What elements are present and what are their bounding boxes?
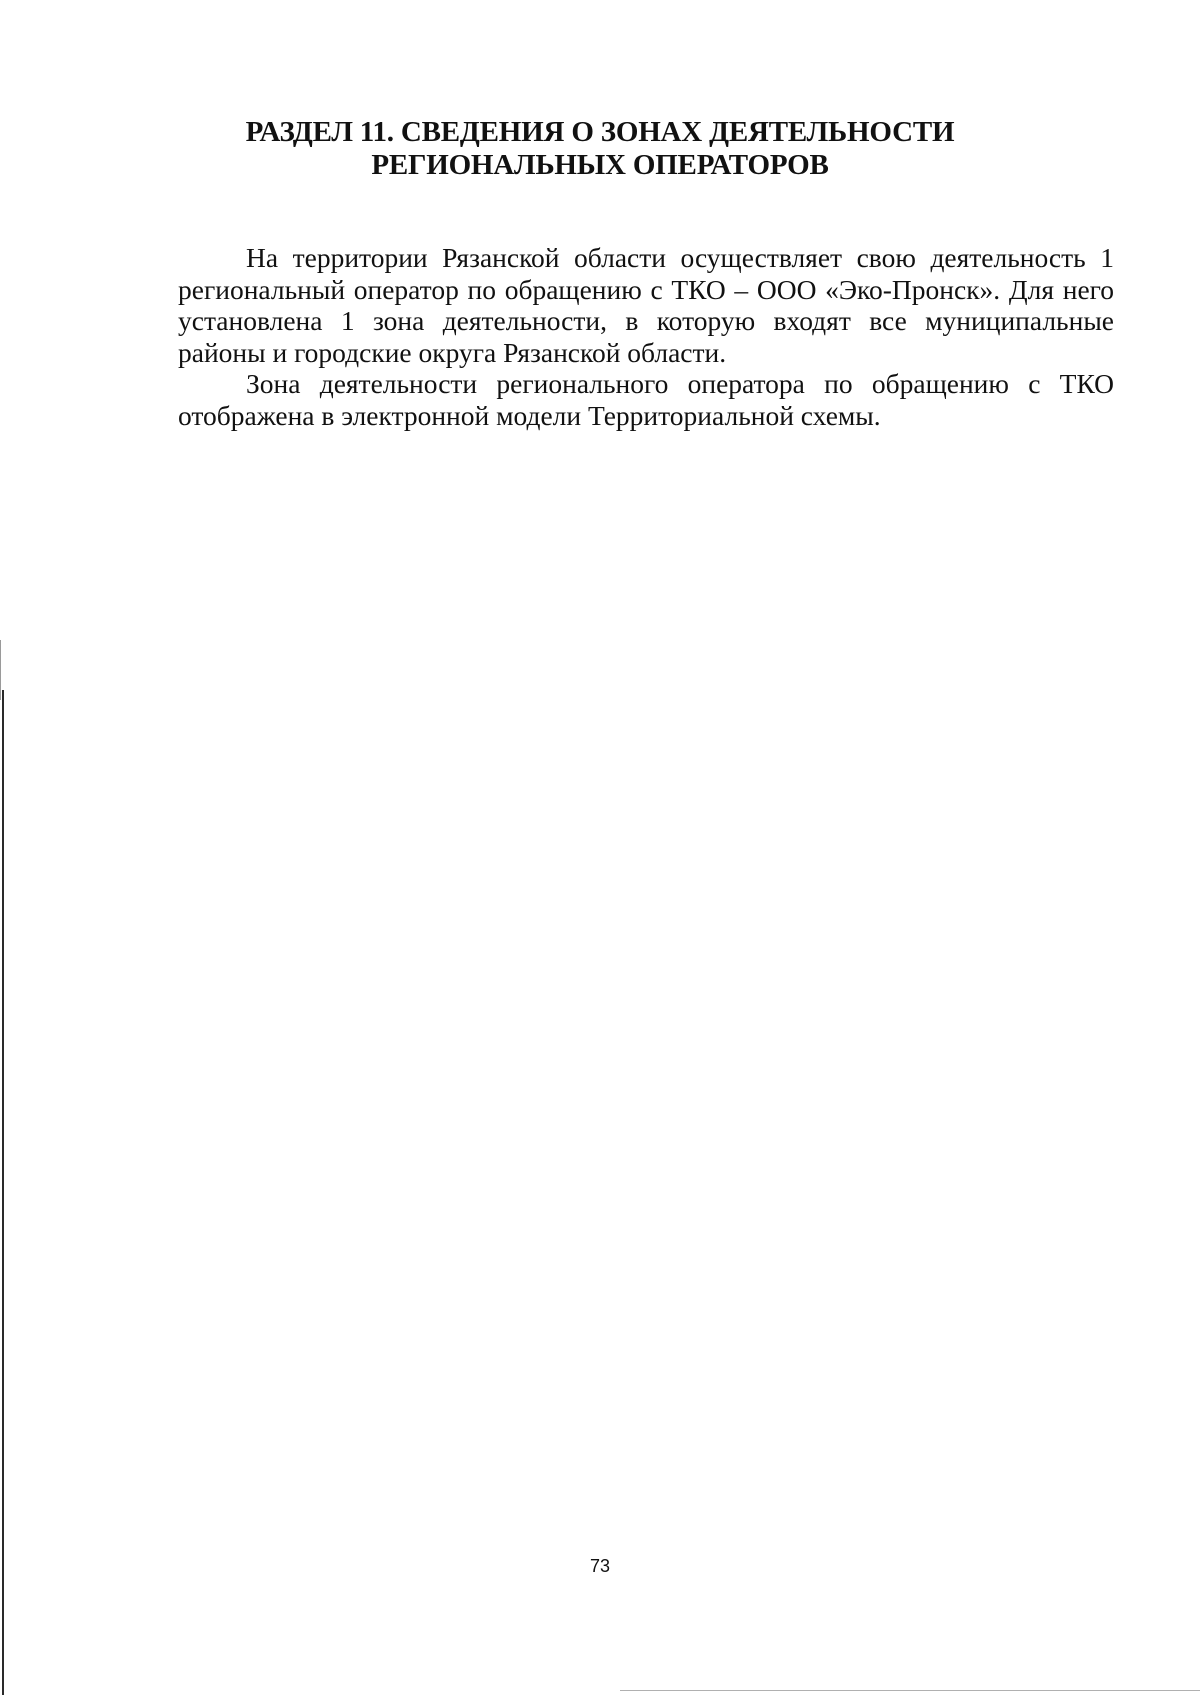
section-heading-line-2: РЕГИОНАЛЬНЫХ ОПЕРАТОРОВ [371, 149, 829, 181]
page-number: 73 [589, 1556, 611, 1576]
body-text [178, 242, 1114, 432]
scan-edge-left [2, 690, 4, 1695]
section-heading [150, 116, 1050, 182]
paragraph-1: На территории Рязанской области осуществляет свою деятельность 1 региональный оператор по обращению с ТКО – ООО «Эко-Пронск». Для него установлена 1 зона деятельности, в которую входят все муниципальные районы и городские округа Рязанской области. [178, 242, 1114, 368]
section-heading-line-1: РАЗДЕЛ 11. СВЕДЕНИЯ О ЗОНАХ ДЕЯТЕЛЬНОСТИ [245, 116, 955, 148]
paragraph-2: Зона деятельности регионального оператора по обращению с ТКО отображена в электронной модели Территориальной схемы. [178, 368, 1114, 431]
scan-edge-left-faint [0, 640, 1, 700]
scan-edge-bottom [620, 1690, 1200, 1691]
